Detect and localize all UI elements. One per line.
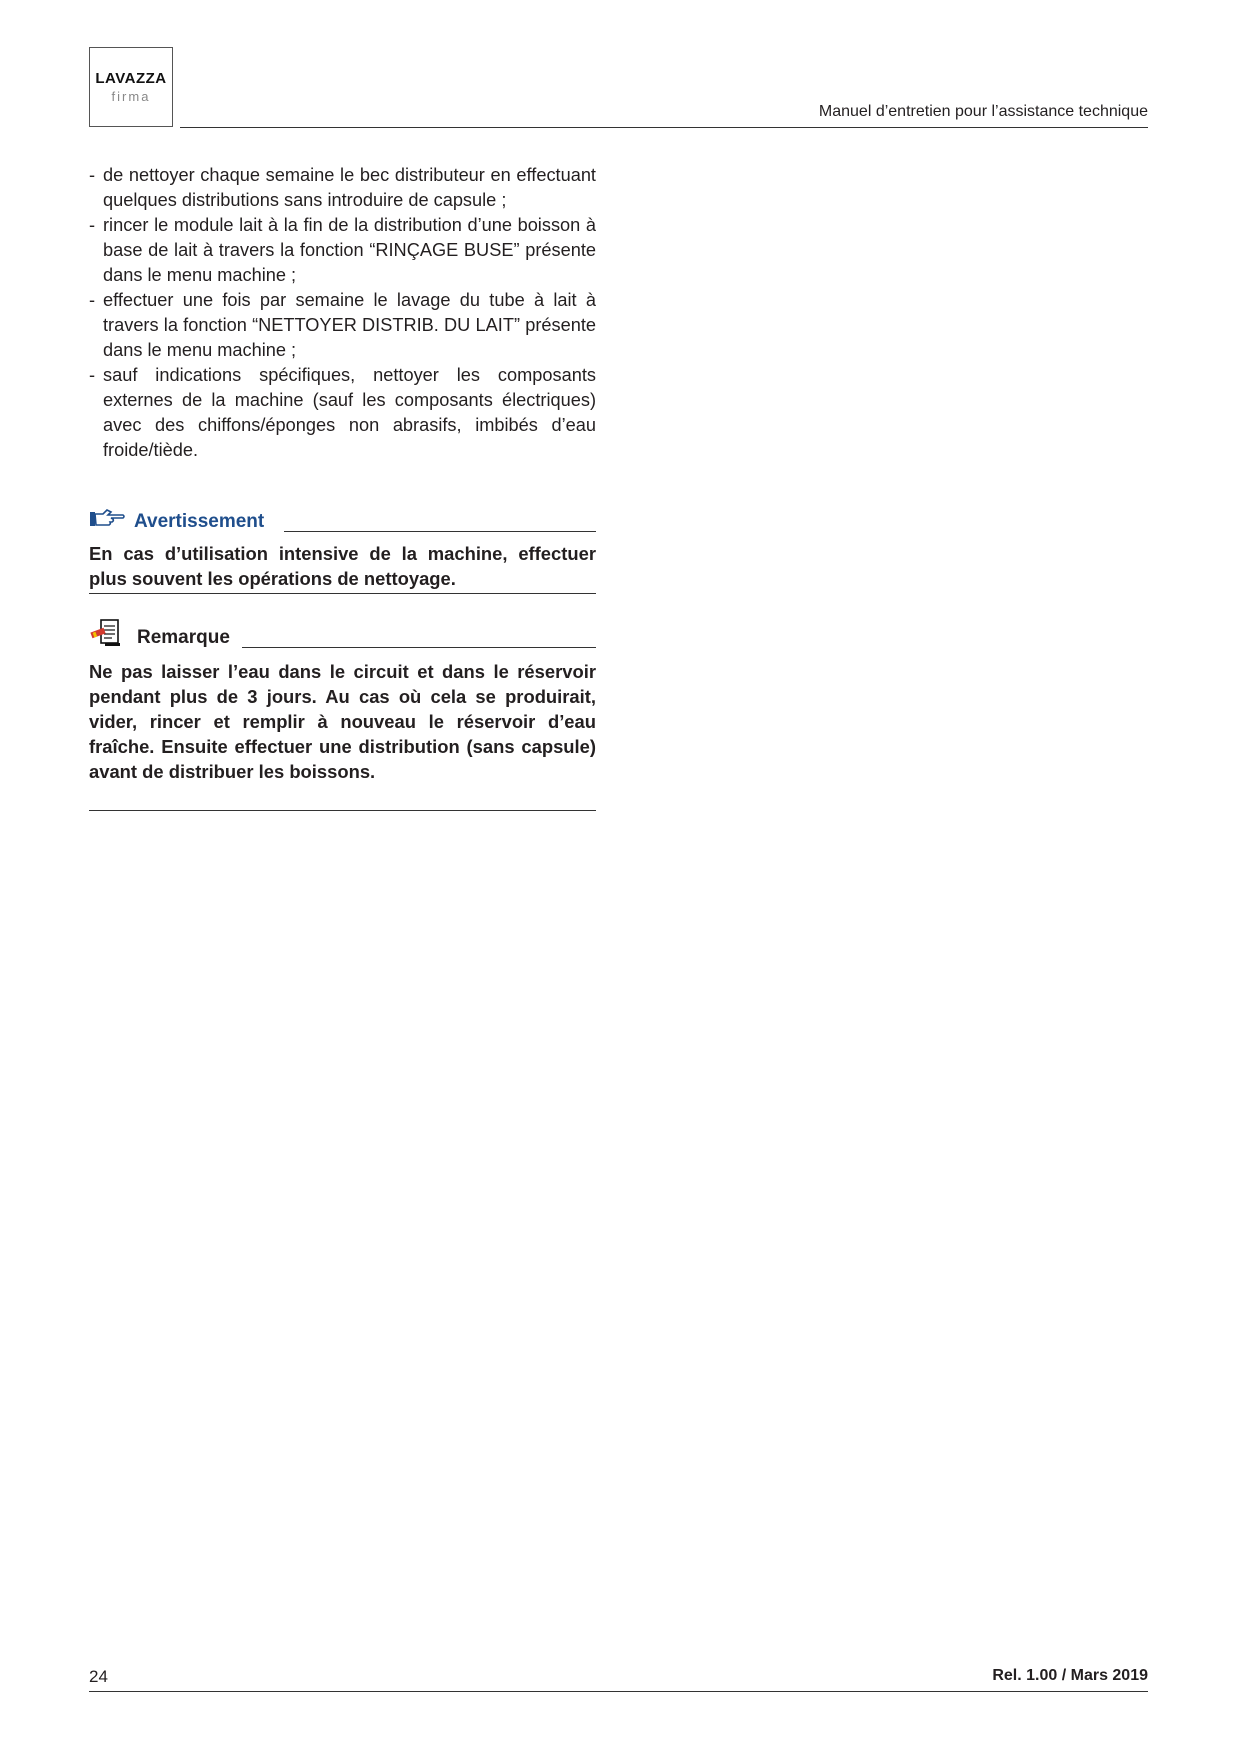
list-item: - de nettoyer chaque semaine le bec distributeur en effectuant quelques distributions sans introduire de capsule ; — [89, 165, 596, 210]
page-number: 24 — [89, 1667, 108, 1686]
logo-subbrand: firma — [111, 89, 151, 104]
note-text: Ne pas laisser l’eau dans le circuit et dans le réservoir pendant plus de 3 jours. Au cas où cela se produirait, vider, rincer et remplir à nouveau le réservoir d’eau fraîche. Ensuite effectuer une distribution (sans capsule) avant de distribuer les boissons. — [89, 661, 596, 782]
warning-text: En cas d’utilisation intensive de la machine, effectuer plus souvent les opérations de nettoyage. — [89, 543, 596, 589]
warning-title: Avertissement — [134, 511, 265, 532]
note-header — [89, 618, 596, 652]
note-title-rule — [242, 647, 596, 648]
list-item: - sauf indications spécifiques, nettoyer les composants externes de la machine (sauf les composants électriques) avec des chiffons/éponges non abrasifs, imbibés d’eau froide/tiède. — [89, 365, 596, 460]
note-title: Remarque — [137, 627, 230, 648]
footer-divider — [89, 1691, 1148, 1692]
manual-title: Manuel d’entretien pour l’assistance technique — [818, 103, 1148, 120]
list-item: - rincer le module lait à la fin de la distribution d’une boisson à base de lait à travers la fonction “RINÇAGE BUSE” présente dans le menu machine ; — [89, 215, 596, 285]
logo-wordmark: LAVAZZA — [95, 70, 167, 87]
warning-bottom-rule — [89, 593, 596, 594]
note-bottom-rule — [89, 810, 596, 811]
list-item: - effectuer une fois par semaine le lavage du tube à lait à travers la fonction “NETTOYER DISTRIB. DU LAIT” présente dans le menu machine ; — [89, 290, 596, 360]
header-divider — [180, 127, 1148, 128]
release-info: Rel. 1.00 / Mars 2019 — [992, 1667, 1148, 1684]
notepad-pencil-icon — [89, 618, 123, 655]
warning-header — [89, 508, 596, 536]
pointing-hand-icon — [89, 508, 125, 535]
brand-logo — [89, 47, 173, 127]
warning-title-rule — [284, 531, 596, 532]
instructions-list — [89, 163, 596, 463]
